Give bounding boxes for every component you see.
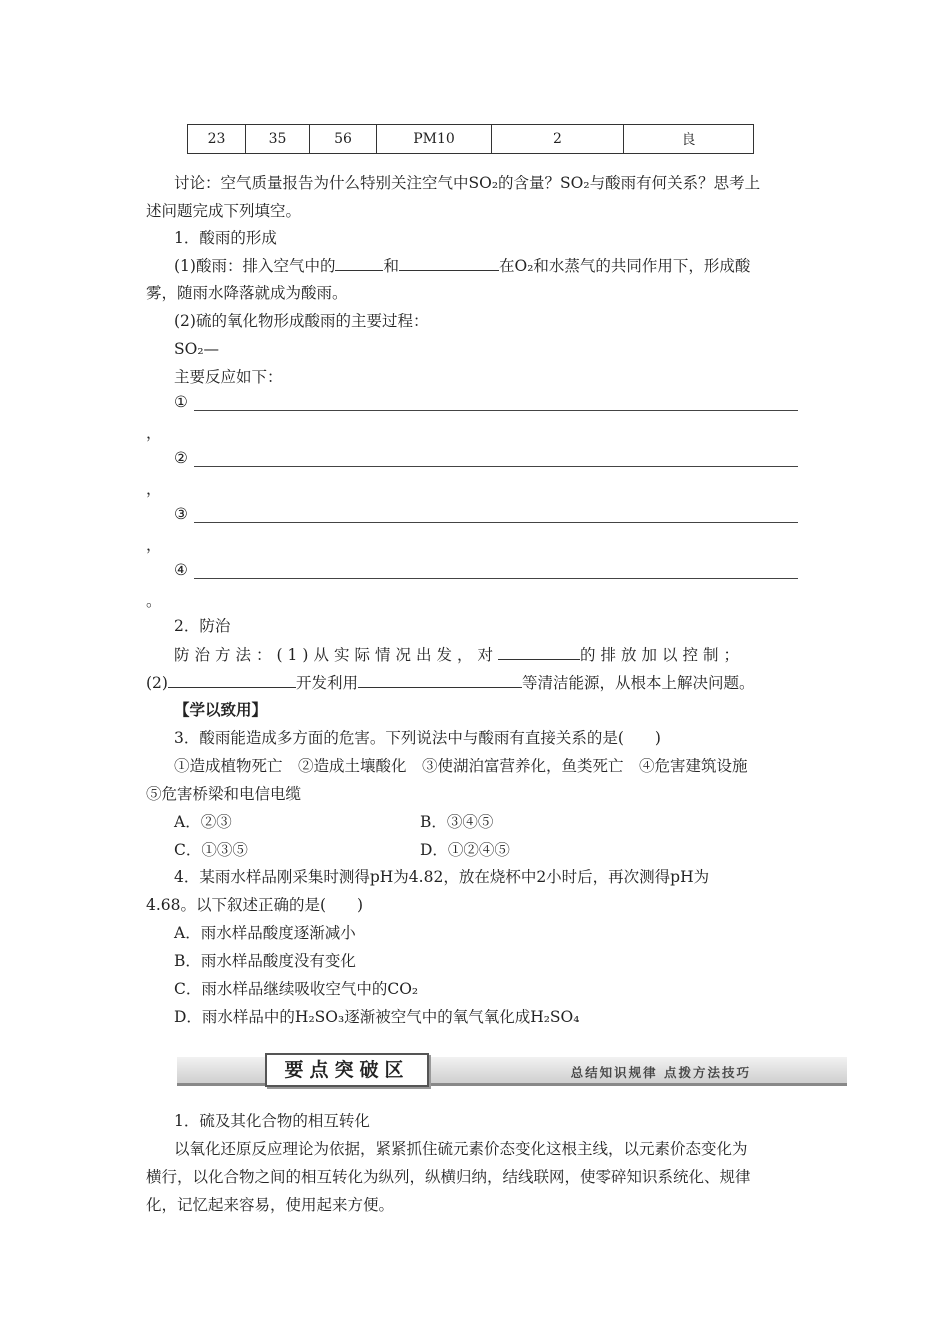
blank-field[interactable]	[168, 671, 296, 688]
paragraph-line: 横行，以化合物之间的相互转化为纵列，纵横归纳，结线联网，使零碎知识系统化、规律	[146, 1168, 751, 1186]
table-cell: 良	[624, 125, 754, 154]
option-b[interactable]: B．③④⑤	[420, 813, 494, 831]
item-number: ③	[174, 505, 188, 523]
practice-heading: 【学以致用】	[174, 700, 268, 719]
item-number: ④	[174, 561, 188, 579]
section-banner	[177, 1051, 847, 1089]
option-d[interactable]: D．①②④⑤	[420, 841, 510, 859]
air-quality-table	[187, 124, 754, 154]
reaction-blank-2[interactable]	[174, 449, 798, 471]
blank-field[interactable]	[399, 254, 499, 271]
so2-process: SO₂—	[174, 340, 220, 358]
prevention-line-1: 防治方法：(1)从实际情况出发，对 的排放加以控制；	[174, 643, 806, 666]
discussion-line-2: 述问题完成下列填空。	[146, 202, 302, 220]
process-title: (2)硫的氧化物形成酸雨的主要过程：	[174, 312, 429, 330]
table-cell: 23	[188, 125, 246, 154]
reaction-blank-4[interactable]	[174, 561, 798, 583]
table-cell: 2	[492, 125, 624, 154]
option-a[interactable]: A．②③	[174, 813, 232, 831]
paragraph-line: 化，记忆起来容易，使用起来方便。	[146, 1196, 395, 1214]
option-a[interactable]: A．雨水样品酸度逐渐减小	[174, 924, 356, 942]
acid-rain-definition-cont: 雾，随雨水降落就成为酸雨。	[146, 284, 348, 302]
section-heading: 1．酸雨的形成	[174, 229, 277, 247]
punctuation: ，	[146, 480, 162, 498]
option-d[interactable]: D．雨水样品中的H₂SO₃逐渐被空气中的氧气氧化成H₂SO₄	[174, 1008, 580, 1026]
option-c[interactable]: C．雨水样品继续吸收空气中的CO₂	[174, 980, 419, 998]
item-number: ②	[174, 449, 188, 467]
acid-rain-definition: (1)酸雨：排入空气中的 和 在O₂和水蒸气的共同作用下，形成酸	[174, 254, 834, 277]
reaction-blank-3[interactable]	[174, 505, 798, 527]
punctuation: ，	[146, 424, 162, 442]
banner-subtitle: 总结知识规律 点拨方法技巧	[570, 1065, 751, 1080]
section-heading: 1．硫及其化合物的相互转化	[174, 1112, 370, 1130]
table-row	[188, 125, 754, 154]
question-4-stem-cont: 4.68。以下叙述正确的是( )	[146, 896, 364, 914]
banner-title: 要点突破区	[265, 1053, 429, 1087]
paragraph-line: 以氧化还原反应理论为依据，紧紧抓住硫元素价态变化这根主线，以元素价态变化为	[174, 1140, 748, 1158]
punctuation: ，	[146, 536, 162, 554]
question-3-options: ①造成植物死亡 ②造成土壤酸化 ③使湖泊富营养化，鱼类死亡 ④危害建筑设施	[174, 757, 748, 775]
blank-field[interactable]	[358, 671, 522, 688]
table-cell: 56	[310, 125, 377, 154]
discussion-line-1: 讨论：空气质量报告为什么特别关注空气中SO₂的含量？SO₂与酸雨有何关系？思考上	[174, 174, 761, 192]
option-c[interactable]: C．①③⑤	[174, 841, 248, 859]
option-b[interactable]: B．雨水样品酸度没有变化	[174, 952, 356, 970]
question-3-stem: 3．酸雨能造成多方面的危害。下列说法中与酸雨有直接关系的是( )	[174, 729, 661, 747]
question-4-stem: 4．某雨水样品刚采集时测得pH为4.82，放在烧杯中2小时后，再次测得pH为	[174, 868, 710, 886]
blank-field[interactable]	[498, 643, 580, 660]
section-heading: 2．防治	[174, 617, 231, 635]
blank-field[interactable]	[335, 254, 383, 271]
item-number: ①	[174, 393, 188, 411]
table-cell: 35	[246, 125, 310, 154]
punctuation: 。	[146, 592, 162, 610]
reaction-blank-1[interactable]	[174, 393, 798, 415]
main-reactions-label: 主要反应如下：	[174, 368, 283, 386]
table-cell: PM10	[377, 125, 492, 154]
question-3-options-cont: ⑤危害桥梁和电信电缆	[146, 785, 302, 803]
prevention-line-2: (2) 开发利用 等清洁能源，从根本上解决问题。	[146, 671, 806, 694]
